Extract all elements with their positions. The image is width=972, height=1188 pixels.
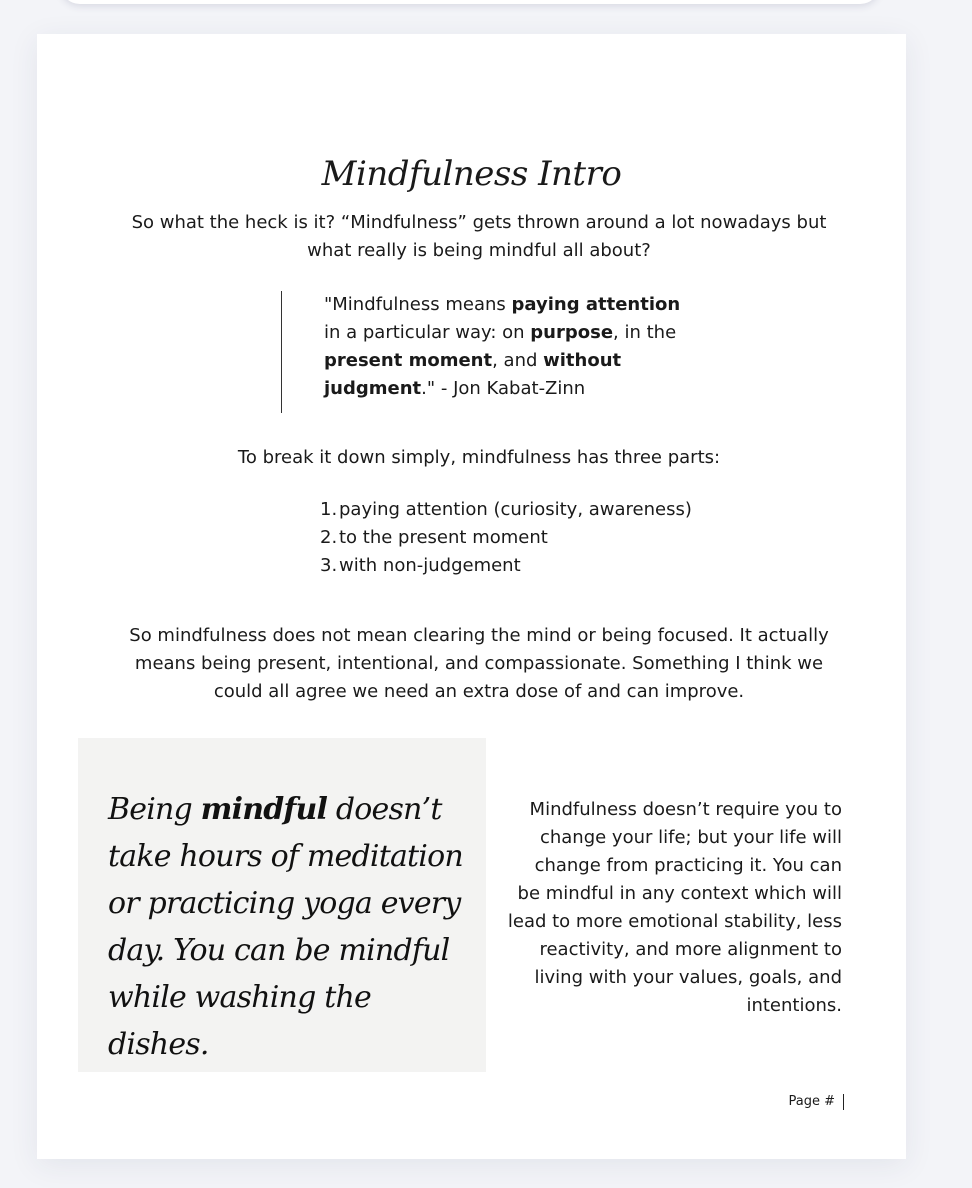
quote-text: , in the [613,322,677,343]
previous-page-card [60,0,880,4]
intro-paragraph: So what the heck is it? “Mindfulness” gets thrown around a lot nowadays but what really is being mindful all about? [131,212,827,261]
footer-divider [843,1094,844,1110]
quote-attribution: ." - Jon Kabat-Zinn [421,378,586,399]
list-item-text: paying attention (curiosity, awareness) [339,499,692,520]
quote-text: in a particular way: on [324,322,531,343]
callout-box [78,738,486,1072]
three-parts-intro: To break it down simply, mindfulness has three parts: [237,447,721,468]
quote-line-1 [324,291,681,319]
side-paragraph: Mindfulness doesn’t require you to change your life; but your life will change from practicing it. You can be mindful in any context which will lead to more emotional stability, less reactivity, and more alignment to living with your values, goals, and intentions. [507,799,842,1016]
page-footer [789,1093,845,1111]
quote-text: "Mindfulness means [324,294,512,315]
quote-text: , and [492,350,544,371]
list-number: 1. [320,499,338,520]
three-parts-list [320,496,692,580]
callout-text: doesn’t take hours of meditation or practicing yoga every day. You can be mindful while washing the dishes. [108,792,463,1062]
document-page [37,34,906,1159]
quote-line-2 [324,319,677,347]
list-item [320,524,692,552]
page-number-label: Page # [788,1094,835,1109]
clarification-paragraph: So mindfulness does not mean clearing the mind or being focused. It actually means being present, intentional, and compassionate. Something I think we could all agree we need an extra dose of and can improve. [129,625,829,702]
list-item [320,496,692,524]
quote-emphasis: purpose [530,322,614,343]
quote-emphasis: judgment [324,378,422,399]
list-item-text: to the present moment [339,527,548,548]
list-number: 3. [320,555,338,576]
quote-line-4 [324,375,661,403]
callout-quote [108,786,478,1068]
list-item-text: with non-judgement [339,555,521,576]
quote-emphasis: present moment [324,350,493,371]
quote-line-3 [324,347,661,375]
quote-emphasis: without [543,350,622,371]
page-title: Mindfulness Intro [321,154,622,194]
callout-emphasis: mindful [200,792,328,827]
kabat-zinn-quote [281,291,681,413]
callout-text: Being [108,792,201,827]
quote-emphasis: paying attention [511,294,681,315]
list-item [320,552,692,580]
list-number: 2. [320,527,338,548]
